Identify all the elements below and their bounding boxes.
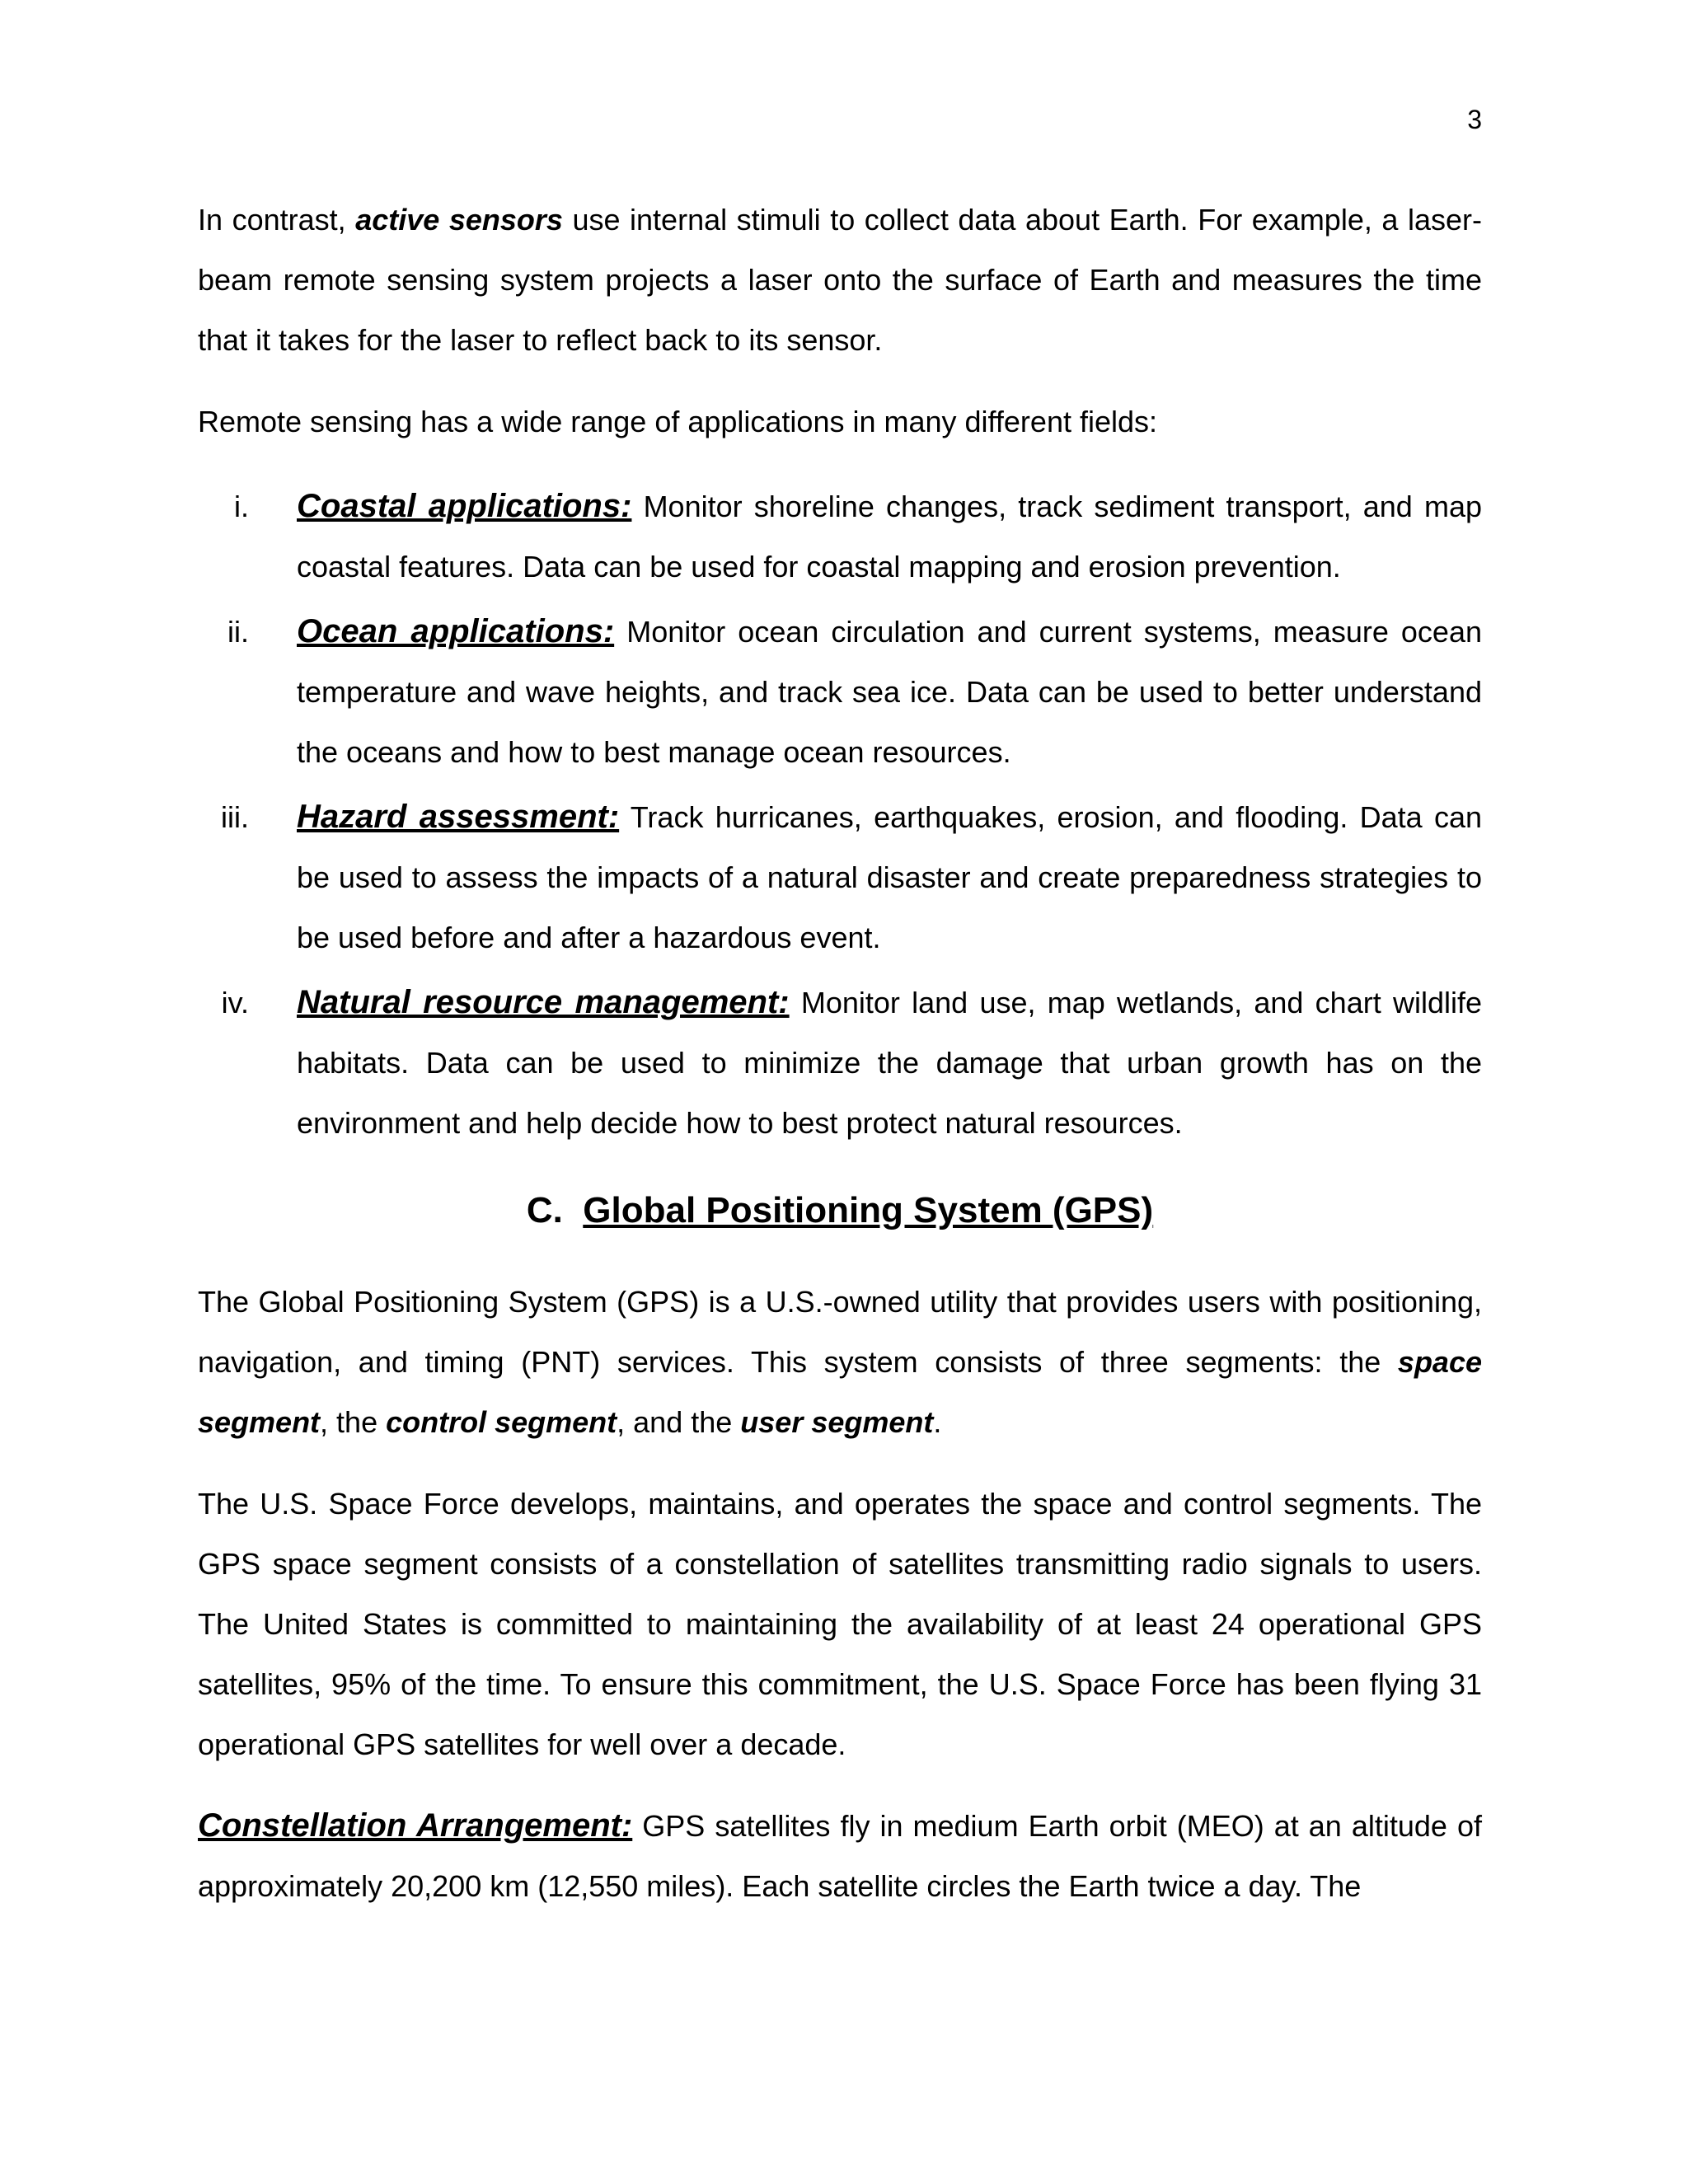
paragraph-text: . — [933, 1405, 942, 1439]
list-item-ocean — [198, 602, 1482, 782]
list-item-label: Ocean applications: — [297, 613, 615, 649]
list-item-label: Coastal applications: — [297, 488, 632, 524]
list-item-hazard — [198, 787, 1482, 968]
list-item-label: Natural resource management: — [297, 984, 790, 1020]
term-user-segment: user segment — [740, 1405, 934, 1439]
applications-intro: Remote sensing has a wide range of applications in many different fields: — [198, 405, 1158, 438]
applications-list — [198, 476, 1482, 1153]
paragraph-text: , the — [320, 1405, 387, 1439]
list-item-text: Monitor land use, map wetlands, and chart wildlife habitats. Data can be used to minimize the damage that urban growth has on the environment and help decide how to best protect natural resources. — [297, 986, 1482, 1140]
list-item-natural-resource — [198, 972, 1482, 1153]
term-active-sensors: active sensors — [355, 203, 563, 237]
term-control-segment: control segment — [386, 1405, 617, 1439]
list-number: ii. — [227, 615, 249, 649]
list-item-text: Monitor ocean circulation and current systems, measure ocean temperature and wave heights, and track sea ice. Data can be used to better understand the oceans and how to best manage ocean resources. — [297, 615, 1482, 769]
list-item-text: Track hurricanes, earthquakes, erosion, and flooding. Data can be used to assess the impacts of a natural disaster and create preparedness strategies to be used before and after a hazardous event. — [297, 800, 1482, 954]
paragraph-text: , and the — [617, 1405, 741, 1439]
term-space-segment: space segment — [198, 1345, 1482, 1439]
constellation-label: Constellation Arrangement: — [198, 1807, 633, 1844]
list-item-coastal — [198, 476, 1482, 597]
active-sensors-paragraph — [198, 190, 1482, 370]
space-force-paragraph: The U.S. Space Force develops, maintains, and operates the space and control segments. The GPS space segment consists of a constellation of satellites transmitting radio signals to users. The United States is committed to maintaining the availability of at least 24 operational GPS satellites, 95% of the time. To ensure this commitment, the U.S. Space Force has been flying 31 operational GPS satellites for well over a decade. — [198, 1487, 1482, 1761]
list-number: i. — [234, 490, 249, 523]
list-number: iv. — [221, 986, 249, 1019]
section-heading-gps — [198, 1178, 1482, 1244]
paragraph-text: use internal stimuli to collect data about Earth. For example, a laser-beam remote sensing system projects a laser onto the surface of Earth and measures the time that it takes for the laser to reflect back to its sensor. — [198, 203, 1482, 357]
section-letter: C. — [526, 1190, 563, 1230]
section-title: Global Positioning System (GPS) — [583, 1190, 1154, 1230]
paragraph-text: In contrast, — [198, 203, 356, 237]
document-body — [198, 190, 1482, 1938]
page-number: 3 — [1467, 105, 1482, 134]
list-item-text: Monitor shoreline changes, track sediment transport, and map coastal features. Data can be used for coastal mapping and erosion prevention. — [297, 490, 1482, 583]
constellation-paragraph — [198, 1796, 1482, 1916]
paragraph-text: GPS satellites fly in medium Earth orbit (MEO) at an altitude of approximately 20,200 km (12,550 miles). Each satellite circles the Earth twice a day. The — [198, 1809, 1482, 1903]
gps-intro-paragraph — [198, 1272, 1482, 1452]
list-number: iii. — [221, 800, 249, 834]
list-item-label: Hazard assessment: — [297, 799, 620, 835]
paragraph-text: The Global Positioning System (GPS) is a U.S.-owned utility that provides users with positioning, navigation, and timing (PNT) services. This system consists of three segments: the — [198, 1285, 1482, 1379]
